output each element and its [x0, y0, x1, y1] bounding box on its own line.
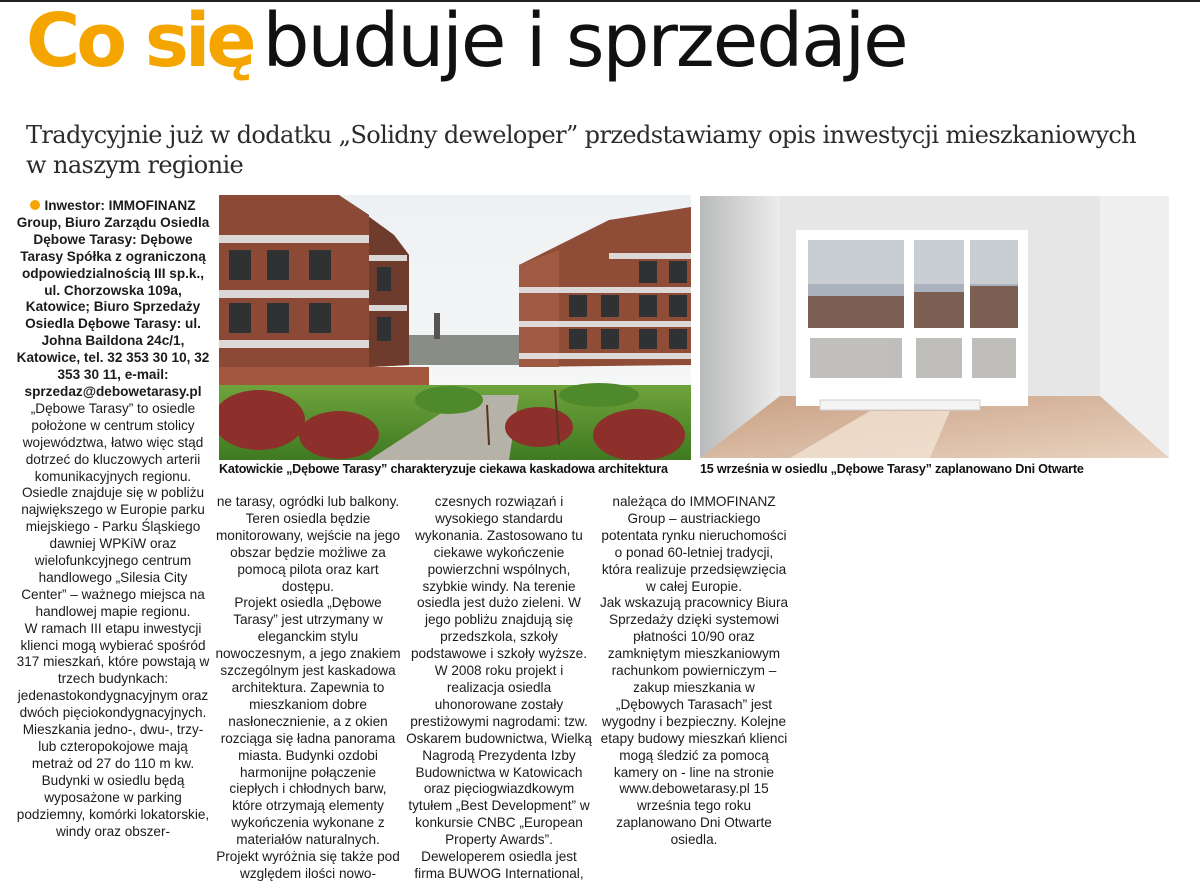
photo-exterior-image	[219, 195, 691, 460]
investor-info	[16, 198, 210, 401]
headline	[26, 0, 907, 84]
lead-paragraph: Tradycyjnie już w dodatku „Solidny deweloper” przedstawiamy opis inwestycji mieszkaniowych w naszym regionie	[26, 121, 1137, 179]
paragraph: Budynki w osiedlu będą wyposażone w parking podziemny, komórki lokatorskie, windy oraz obszer-	[16, 772, 210, 839]
photo-interior-image	[700, 196, 1169, 458]
article-column-4	[598, 494, 790, 849]
paragraph: W 2008 roku projekt i realizacja osiedla uhonorowane zostały prestiżowymi nagrodami: tzw. Oskarem budownictwa, Wielką Nagrodą Prezydenta Izby Budownictwa w Katowicach oraz pięciogwiazdkowym tytułem „Best Development” w konkursie CNBC „European Property Awards”.	[406, 663, 592, 848]
paragraph: Projekt osiedla „Dębowe Tarasy” jest utrzymany w eleganckim stylu nowoczesnym, a jego znakiem szczególnym jest kaskadowa architektura. Zapewnia to mieszkaniom dobre nasłonecznienie, a z okien rozciąga się ładna panorama miasta. Budynki ozdobi harmonijne połączenie ciepłych i chłodnych barw, które otrzymają elementy wykończenia wykonane z materiałów naturalnych. Projekt wyróżnia się także pod względem ilości nowo-	[215, 595, 401, 881]
paragraph: ne tarasy, ogródki lub balkony. Teren osiedla będzie monitorowany, wejście na jego obszar będzie możliwe za pomocą pilota oraz kart dostępu.	[215, 494, 401, 594]
article-column-2	[214, 494, 402, 883]
article-column-3	[405, 494, 593, 883]
bullet-icon	[30, 200, 40, 210]
paragraph: Jak wskazują pracownicy Biura Sprzedaży dzięki systemowi płatności 10/90 oraz zamkniętym mieszkaniowym rachunkom powierniczym – zakup mieszkania w „Dębowych Tarasach” jest wygodny i bezpieczny. Kolejne etapy budowy mieszkań klienci mogą śledzić za pomocą kamery on - line na stronie www.debowetarasy.pl 15 września tego roku zaplanowano Dni Otwarte osiedla.	[599, 595, 789, 848]
article-column-1	[16, 198, 210, 840]
paragraph: „Dębowe Tarasy” to osiedle położone w centrum stolicy województwa, łatwo więc stąd dotrzeć do kluczowych arterii komunikacyjnych regionu. Osiedle znajduje się w pobliżu największego w Europie parku miejskiego - Parku Śląskiego dawniej WPKiW oraz wielofunkcyjnego centrum handlowego „Silesia City Center” – ważnego miejsca na handlowej mapie regionu.	[21, 400, 205, 619]
photo-caption-exterior: Katowickie „Dębowe Tarasy” charakteryzuje ciekawa kaskadowa architektura	[219, 462, 668, 476]
photo-exterior	[219, 195, 691, 460]
headline-rest: buduje i sprzedaje	[262, 0, 907, 84]
investor-text: Inwestor: IMMOFINANZ Group, Biuro Zarządu Osiedla Dębowe Tarasy: Dębowe Tarasy Spółka z ograniczoną odpowiedzialnością III sp.k., ul. Chorzowska 109a, Katowice; Biuro Sprzedaży Osiedla Dębowe Tarasy: ul. Johna Baildona 24c/1, Katowice, tel. 32 353 30 10, 32 353 30 11, e-mail: sprzedaz@debowetarasy.pl	[16, 198, 210, 399]
headline-accent: Co się	[26, 0, 253, 84]
photo-caption-interior: 15 września w osiedlu „Dębowe Tarasy” zaplanowano Dni Otwarte	[700, 462, 1084, 476]
paragraph: Deweloperem osiedla jest firma BUWOG International,	[414, 849, 584, 881]
paragraph: W ramach III etapu inwestycji klienci mogą wybierać spośród 317 mieszkań, które powstają w trzech budynkach: jedenastokondygnacyjnym oraz dwóch pięciokondygnacyjnych. Mieszkania jedno-, dwu-, trzy- lub czteropokojowe mają metraż od 27 do 110 m kw.	[16, 620, 210, 771]
photo-interior	[700, 196, 1169, 458]
paragraph: należąca do IMMOFINANZ Group – austriackiego potentata rynku nieruchomości o ponad 60-letniej tradycji, która realizuje przedsięwzięcia w całej Europie.	[601, 494, 787, 594]
paragraph: czesnych rozwiązań i wysokiego standardu wykonania. Zastosowano tu ciekawe wykończenie powierzchni wspólnych, szybkie windy. Na terenie osiedla jest dużo zieleni. W jego pobliżu znajdują się przedszkola, szkoły podstawowe i szkoły wyższe.	[410, 494, 588, 662]
